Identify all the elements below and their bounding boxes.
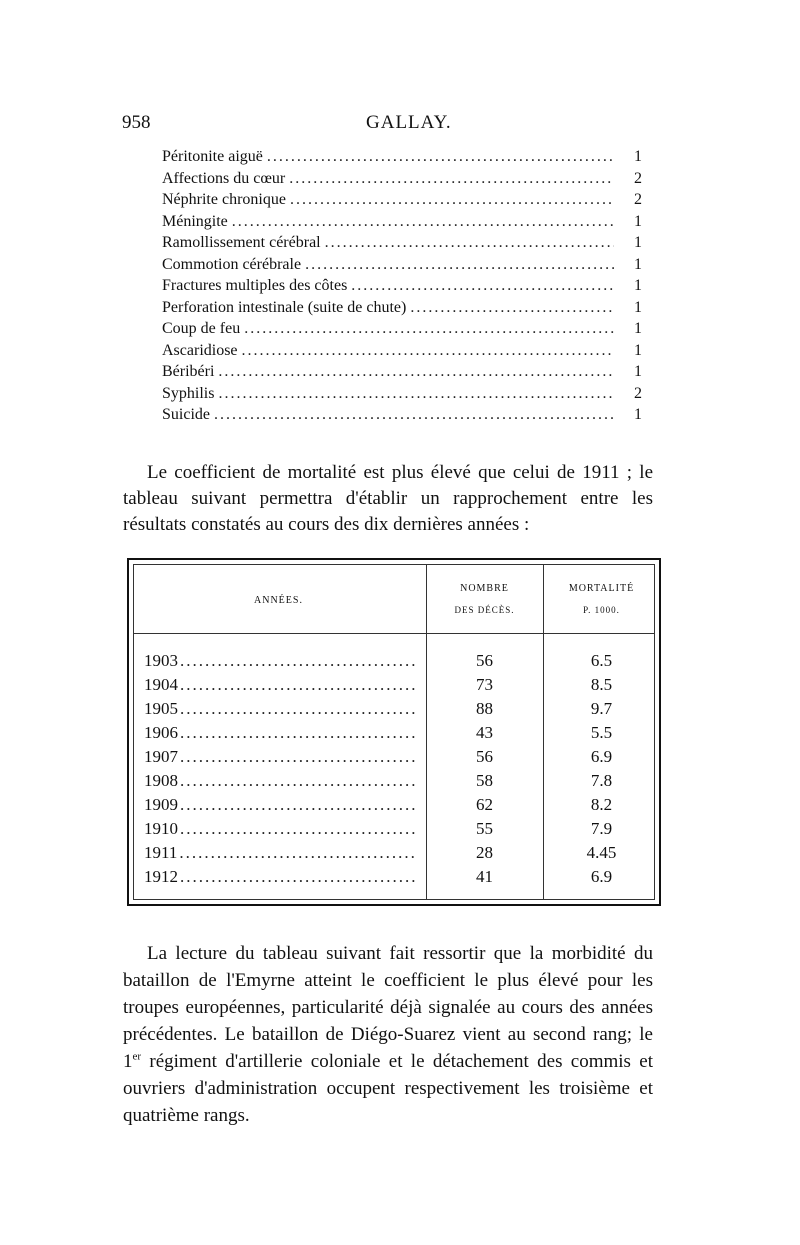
list-item bbox=[162, 168, 642, 190]
cause-count: 1 bbox=[634, 320, 642, 337]
deaths-cell: 41 bbox=[476, 867, 493, 886]
table-row bbox=[134, 697, 654, 721]
morbidity-text-part1: La lecture du tableau suivant fait ressortir que la morbidité du bataillon de l'Emyrne atteint le coefficient le plus élevé pour les troupes européennes, particularité déjà signalée au cours des années précédentes. Le bataillon de Diégo-Suarez vient au second rang; le 1 bbox=[123, 943, 653, 1072]
list-item bbox=[162, 404, 642, 426]
deaths-cell: 62 bbox=[476, 795, 493, 814]
rate-cell: 8.2 bbox=[590, 795, 613, 814]
dot-leader bbox=[179, 841, 418, 865]
cause-label: Perforation intestinale (suite de chute) bbox=[162, 298, 407, 316]
year-value: 1904 bbox=[144, 675, 178, 694]
year-cell bbox=[144, 793, 420, 817]
year-value: 1903 bbox=[144, 651, 178, 670]
table-row bbox=[134, 673, 654, 697]
header-rate-line2: P. 1000. bbox=[583, 605, 620, 615]
cause-label: Ascaridiose bbox=[162, 341, 238, 359]
rate-cell: 7.9 bbox=[590, 819, 613, 838]
header-divider bbox=[134, 633, 654, 634]
year-cell bbox=[144, 817, 420, 841]
dot-leader bbox=[180, 745, 418, 769]
dot-leader bbox=[180, 697, 418, 721]
dot-leader bbox=[180, 793, 418, 817]
table-row bbox=[134, 745, 654, 769]
list-item bbox=[162, 297, 642, 319]
mortality-paragraph: Le coefficient de mortalité est plus élevé que celui de 1911 ; le tableau suivant permettra d'établir un rapprochement entre les résultats constatés au cours des dix dernières années : bbox=[123, 462, 653, 535]
year-value: 1911 bbox=[144, 843, 178, 862]
list-item bbox=[162, 340, 642, 362]
dot-leader bbox=[242, 340, 614, 362]
cause-count: 1 bbox=[634, 234, 642, 251]
mortality-table bbox=[127, 558, 661, 906]
year-cell bbox=[144, 745, 420, 769]
year-value: 1906 bbox=[144, 723, 178, 742]
year-cell bbox=[144, 697, 420, 721]
table-row bbox=[134, 721, 654, 745]
deaths-cell: 73 bbox=[476, 675, 493, 694]
dot-leader bbox=[305, 254, 614, 276]
rate-cell: 5.5 bbox=[590, 723, 613, 742]
dot-leader bbox=[289, 168, 614, 190]
cause-count: 1 bbox=[634, 212, 642, 230]
dot-leader bbox=[351, 275, 614, 297]
deaths-cell: 28 bbox=[476, 843, 493, 862]
cause-of-death-list bbox=[162, 146, 642, 426]
year-cell bbox=[144, 865, 420, 889]
dot-leader bbox=[325, 232, 614, 254]
deaths-cell: 55 bbox=[476, 819, 493, 838]
rate-cell: 9.7 bbox=[590, 699, 613, 718]
rate-cell: 6.9 bbox=[590, 867, 613, 886]
list-item bbox=[162, 146, 642, 168]
table-row bbox=[134, 865, 654, 889]
cause-label: Commotion cérébrale bbox=[162, 255, 302, 273]
year-value: 1909 bbox=[144, 795, 178, 814]
list-item bbox=[162, 275, 642, 297]
cause-count: 2 bbox=[634, 191, 642, 208]
list-item bbox=[162, 361, 642, 383]
page-number: 958 bbox=[122, 112, 151, 133]
table-body bbox=[134, 649, 654, 889]
year-value: 1910 bbox=[144, 819, 178, 838]
header-years-label: ANNÉES. bbox=[254, 595, 303, 606]
cause-count: 2 bbox=[634, 384, 642, 402]
table-row bbox=[134, 817, 654, 841]
deaths-cell: 43 bbox=[476, 723, 493, 742]
cause-label: Suicide bbox=[162, 406, 210, 423]
year-cell bbox=[144, 649, 420, 673]
rate-cell: 4.45 bbox=[586, 843, 617, 862]
morbidity-paragraph bbox=[123, 940, 653, 1129]
cause-label: Béribéri bbox=[162, 363, 215, 380]
dot-leader bbox=[180, 721, 418, 745]
cause-count: 1 bbox=[634, 406, 642, 423]
dot-leader bbox=[180, 817, 418, 841]
list-item bbox=[162, 254, 642, 276]
deaths-cell: 88 bbox=[476, 699, 493, 718]
list-item bbox=[162, 232, 642, 254]
cause-count: 1 bbox=[634, 298, 642, 316]
column-header-rate bbox=[543, 565, 660, 633]
rate-cell: 6.9 bbox=[590, 747, 613, 766]
dot-leader bbox=[218, 383, 614, 405]
dot-leader bbox=[218, 361, 614, 383]
header-rate-line1: MORTALITÉ bbox=[568, 583, 635, 594]
cause-label: Syphilis bbox=[162, 384, 215, 402]
cause-label: Coup de feu bbox=[162, 320, 241, 337]
year-cell bbox=[144, 673, 420, 697]
header-deaths-line2: DES DÉCÈS. bbox=[454, 605, 515, 615]
deaths-cell: 58 bbox=[476, 771, 493, 790]
cause-label: Méningite bbox=[162, 212, 228, 230]
column-header-deaths bbox=[426, 565, 543, 633]
dot-leader bbox=[410, 297, 614, 319]
deaths-cell: 56 bbox=[476, 651, 493, 670]
list-item bbox=[162, 211, 642, 233]
year-value: 1908 bbox=[144, 771, 178, 790]
table-row bbox=[134, 793, 654, 817]
column-header-years bbox=[134, 565, 426, 633]
cause-label: Fractures multiples des côtes bbox=[162, 277, 348, 294]
rate-cell: 7.8 bbox=[590, 771, 613, 790]
page-header bbox=[0, 112, 800, 142]
dot-leader bbox=[180, 649, 418, 673]
cause-label: Néphrite chronique bbox=[162, 191, 286, 208]
header-deaths-line1: NOMBRE bbox=[460, 583, 509, 594]
dot-leader bbox=[180, 673, 418, 697]
list-item bbox=[162, 318, 642, 340]
cause-count: 2 bbox=[634, 169, 642, 187]
dot-leader bbox=[244, 318, 614, 340]
ordinal-superscript: er bbox=[132, 1050, 142, 1063]
table-row bbox=[134, 841, 654, 865]
cause-label: Ramollissement cérébral bbox=[162, 234, 321, 251]
rate-cell: 6.5 bbox=[590, 651, 613, 670]
dot-leader bbox=[214, 404, 614, 426]
dot-leader bbox=[180, 865, 418, 889]
table-row bbox=[134, 649, 654, 673]
list-item bbox=[162, 383, 642, 405]
year-value: 1907 bbox=[144, 747, 178, 766]
list-item bbox=[162, 189, 642, 211]
year-cell bbox=[144, 769, 420, 793]
deaths-cell: 56 bbox=[476, 747, 493, 766]
rate-cell: 8.5 bbox=[590, 675, 613, 694]
dot-leader bbox=[267, 146, 614, 168]
running-title: GALLAY. bbox=[366, 112, 452, 133]
table-row bbox=[134, 769, 654, 793]
dot-leader bbox=[232, 211, 614, 233]
cause-count: 1 bbox=[634, 341, 642, 359]
dot-leader bbox=[290, 189, 614, 211]
year-value: 1905 bbox=[144, 699, 178, 718]
morbidity-text-part2: régiment d'artillerie coloniale et le détachement des commis et ouvriers d'administration occupent respectivement les troisième et quatrième rangs. bbox=[123, 1051, 653, 1126]
cause-label: Affections du cœur bbox=[162, 169, 286, 187]
cause-label: Péritonite aiguë bbox=[162, 148, 263, 165]
cause-count: 1 bbox=[634, 277, 642, 294]
cause-count: 1 bbox=[634, 363, 642, 380]
dot-leader bbox=[180, 769, 418, 793]
year-value: 1912 bbox=[144, 867, 178, 886]
table-inner-frame bbox=[133, 564, 655, 900]
cause-count: 1 bbox=[634, 255, 642, 273]
year-cell bbox=[144, 721, 420, 745]
year-cell bbox=[144, 841, 420, 865]
cause-count: 1 bbox=[634, 148, 642, 165]
